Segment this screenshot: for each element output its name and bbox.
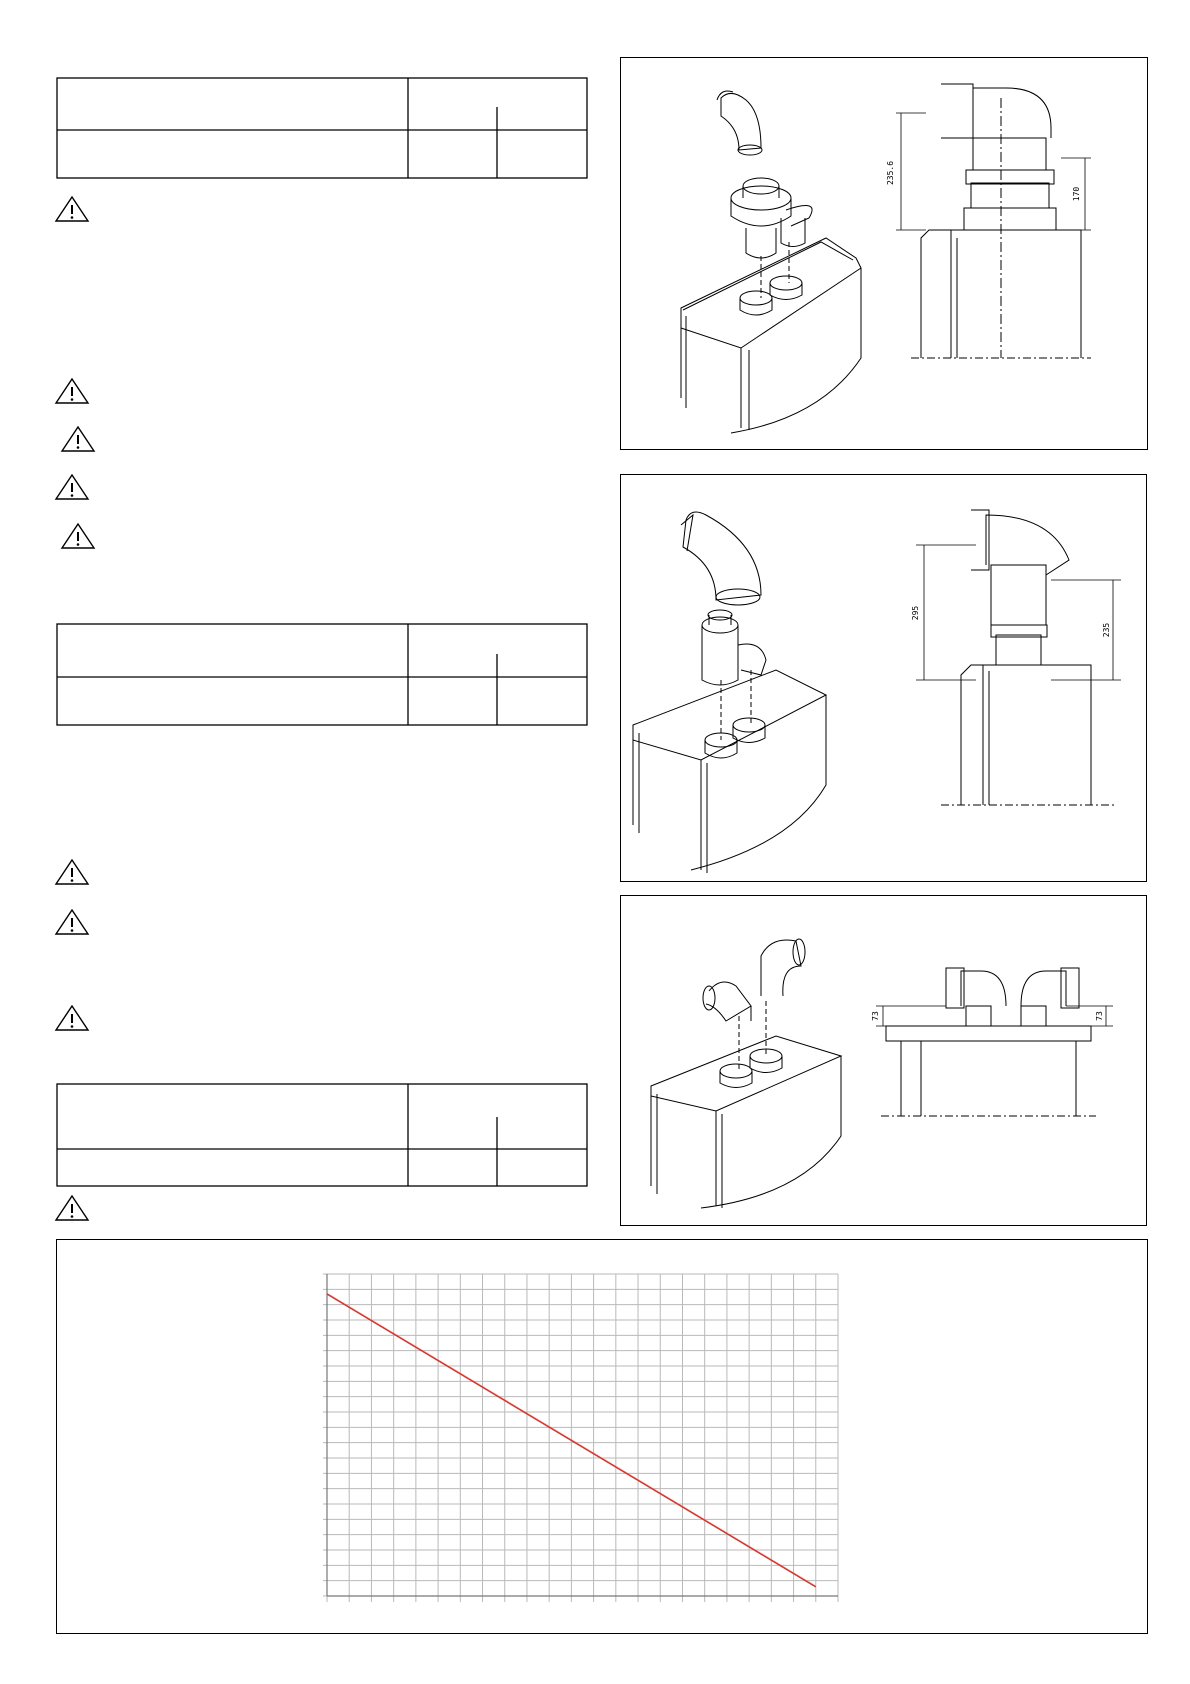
dimension-label: 73 [871,1011,880,1021]
warning-icon [54,1193,90,1223]
warning-icon [54,194,90,224]
spec-table-3 [56,1083,588,1187]
warning-icon [60,424,96,454]
warning-icon [54,857,90,887]
warning-icon [54,1003,90,1033]
spec-table-1 [56,77,588,179]
warning-icon [54,907,90,937]
graph-panel [56,1239,1148,1634]
dimension-label: 295 [911,605,920,621]
line-chart [57,1240,1146,1632]
dimension-label: 73 [1095,1011,1104,1021]
figure-elbow-flue-kit [620,474,1147,882]
dimension-label: 235.6 [886,160,895,186]
figure-twin-pipe-kit [620,895,1147,1226]
figure-vertical-flue-kit [620,57,1148,450]
dimension-label: 170 [1072,186,1081,202]
warning-icon [54,376,90,406]
spec-table-2 [56,623,588,726]
dimension-label: 235 [1102,622,1111,638]
warning-icon [54,472,90,502]
warning-icon [60,521,96,551]
